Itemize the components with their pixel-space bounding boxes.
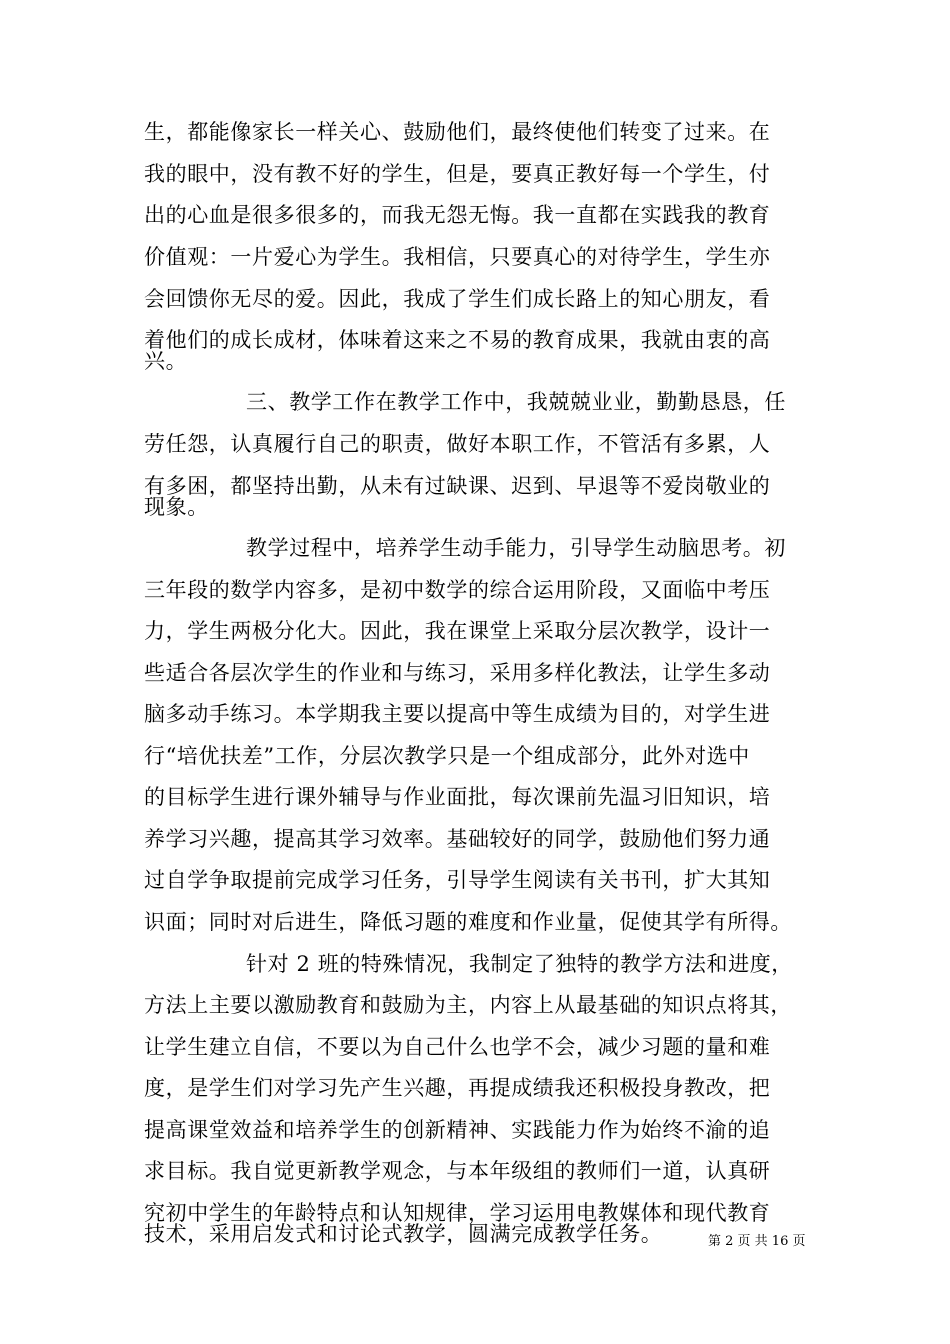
text-line: 行“培优扶差”工作，分层次教学只是一个组成部分，此外对选中 bbox=[144, 744, 750, 768]
text-line: 让学生建立自信，不要以为自己什么也学不会，减少习题的量和难 bbox=[144, 1035, 771, 1059]
text-line: 有多困，都坚持出勤，从未有过缺课、迟到、早退等不爱岗敬业的 bbox=[144, 474, 771, 498]
text-line: 力，学生两极分化大。因此，我在课堂上采取分层次教学，设计一 bbox=[144, 619, 771, 643]
text-line: 价值观：一片爱心为学生。我相信，只要真心的对待学生，学生亦 bbox=[144, 245, 771, 269]
text-line: 过自学争取提前完成学习任务，引导学生阅读有关书刊，扩大其知 bbox=[144, 868, 771, 892]
text-line: 求目标。我自觉更新教学观念，与本年级组的教师们一道，认真研 bbox=[144, 1159, 771, 1183]
text-line: 三年段的数学内容多，是初中数学的综合运用阶段，又面临中考压 bbox=[144, 578, 771, 602]
text-line: 我的眼中，没有教不好的学生，但是，要真正教好每一个学生，付 bbox=[144, 162, 771, 186]
text-line: 些适合各层次学生的作业和与练习，采用多样化教法，让学生多动 bbox=[144, 661, 771, 685]
text-line: 的目标学生进行课外辅导与作业面批，每次课前先温习旧知识，培 bbox=[144, 785, 771, 809]
text-line: 识面；同时对后进生，降低习题的难度和作业量，促使其学有所得。 bbox=[144, 910, 792, 934]
page-number-footer: 第 2 页 共 16 页 bbox=[708, 1234, 806, 1249]
text-line: 技术，采用启发式和讨论式教学，圆满完成教学任务。 bbox=[144, 1222, 663, 1246]
text-line: 着他们的成长成材，体味着这来之不易的教育成果，我就由衷的高 bbox=[144, 328, 771, 352]
text-line: 出的心血是很多很多的，而我无怨无悔。我一直都在实践我的教育 bbox=[144, 203, 771, 227]
text-line: 会回馈你无尽的爱。因此，我成了学生们成长路上的知心朋友，看 bbox=[144, 287, 771, 311]
paragraph-start-line: 教学过程中，培养学生动手能力，引导学生动脑思考。初 bbox=[246, 536, 786, 560]
text-line: 生，都能像家长一样关心、鼓励他们，最终使他们转变了过来。在 bbox=[144, 120, 771, 144]
text-line: 度，是学生们对学习先产生兴趣，再提成绩我还积极投身教改，把 bbox=[144, 1076, 771, 1100]
text-line: 脑多动手练习。本学期我主要以提高中等生成绩为目的，对学生进 bbox=[144, 702, 771, 726]
section-heading-line: 三、教学工作在教学工作中，我兢兢业业，勤勤恳恳，任 bbox=[246, 390, 786, 414]
text-line: 提高课堂效益和培养学生的创新精神、实践能力作为始终不渝的追 bbox=[144, 1118, 771, 1142]
paragraph-start-line: 针对 2 班的特殊情况，我制定了独特的教学方法和进度， bbox=[246, 952, 793, 976]
text-line: 究初中学生的年龄特点和认知规律，学习运用电教媒体和现代教育 bbox=[144, 1201, 771, 1225]
text-line: 现象。 bbox=[144, 495, 209, 519]
text-line: 养学习兴趣，提高其学习效率。基础较好的同学，鼓励他们努力通 bbox=[144, 827, 771, 851]
text-line: 劳任怨，认真履行自己的职责，做好本职工作，不管活有多累，人 bbox=[144, 432, 771, 456]
text-line: 方法上主要以激励教育和鼓励为主，内容上从最基础的知识点将其， bbox=[144, 993, 792, 1017]
text-line: 兴。 bbox=[144, 349, 188, 373]
